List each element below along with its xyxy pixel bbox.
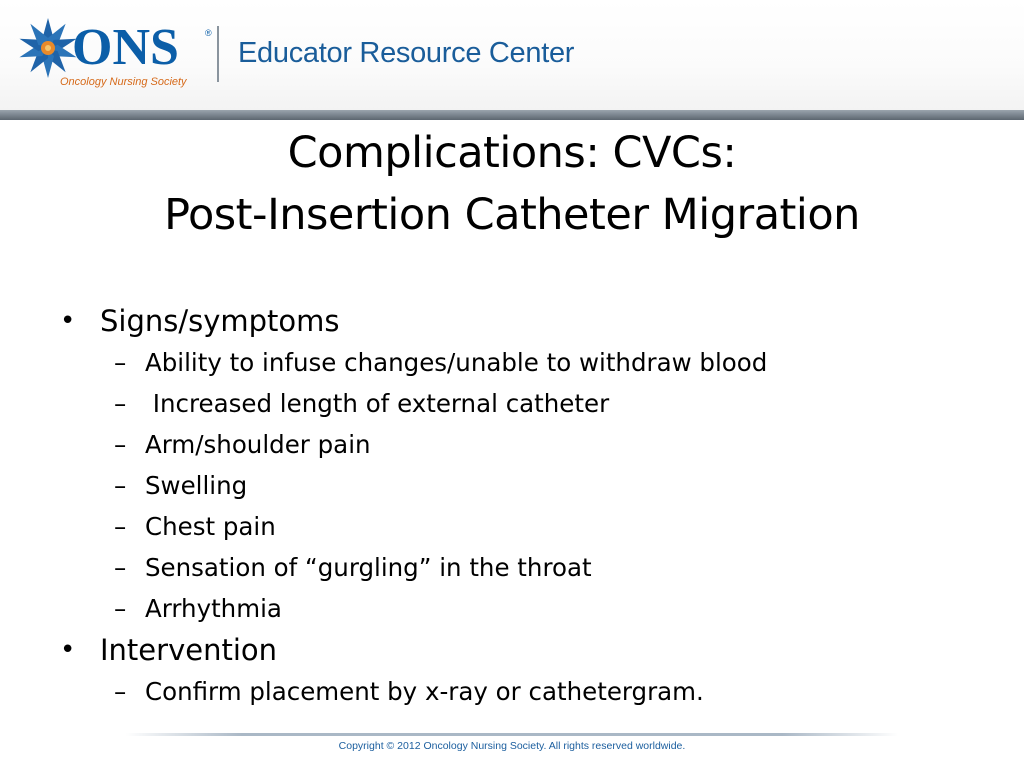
header-band xyxy=(0,0,1024,110)
dash-icon: – xyxy=(114,430,127,459)
subitem-label: Sensation of “gurgling” in the throat xyxy=(145,553,592,582)
footer-rule xyxy=(126,733,898,736)
bullet-label: Signs/symptoms xyxy=(100,304,340,338)
subitem xyxy=(58,424,958,465)
title-line-2: Post-Insertion Catheter Migration xyxy=(164,190,860,240)
subitem xyxy=(58,547,958,588)
subitem-label: Arrhythmia xyxy=(145,594,282,623)
dash-icon: – xyxy=(114,471,127,500)
registered-mark: ® xyxy=(205,28,212,38)
footer-copyright xyxy=(126,740,898,752)
dash-icon: – xyxy=(114,594,127,623)
header-divider xyxy=(217,26,219,82)
subitem-label: Chest pain xyxy=(145,512,276,541)
bullet-dot-icon: • xyxy=(60,635,76,665)
center-title: Educator Resource Center xyxy=(238,37,575,69)
rights-text: All rights reserved worldwide. xyxy=(548,740,686,752)
dash-icon: – xyxy=(114,348,127,377)
subitem xyxy=(58,383,958,424)
subitem xyxy=(58,588,958,629)
bullet-dot-icon: • xyxy=(60,306,76,336)
dash-icon: – xyxy=(114,677,127,706)
logo-wordmark: ONS xyxy=(72,19,179,76)
starburst-logo-icon xyxy=(16,16,80,80)
subitem-label: Swelling xyxy=(145,471,248,500)
subitem-label: Confirm placement by x-ray or cathetergram. xyxy=(145,677,704,706)
copyright-text: Copyright © 2012 Oncology Nursing Society. xyxy=(338,740,547,752)
dash-icon: – xyxy=(114,389,127,418)
bullet-label: Intervention xyxy=(100,633,278,667)
title-line-1: Complications: CVCs: xyxy=(287,128,737,178)
bullet-intervention xyxy=(58,629,958,671)
ons-logo xyxy=(16,14,216,90)
bullet-signs-symptoms xyxy=(58,300,958,342)
subitem xyxy=(58,671,958,712)
slide-title xyxy=(40,122,984,246)
subitem-label: Ability to infuse changes/unable to withdraw blood xyxy=(145,348,768,377)
subitem xyxy=(58,465,958,506)
subitem-label: Arm/shoulder pain xyxy=(145,430,371,459)
subitem-label: Increased length of external catheter xyxy=(145,389,610,418)
slide-content xyxy=(58,300,958,712)
subitem xyxy=(58,342,958,383)
dash-icon: – xyxy=(114,512,127,541)
dash-icon: – xyxy=(114,553,127,582)
header-rule xyxy=(0,110,1024,120)
subitem xyxy=(58,506,958,547)
logo-subtitle: Oncology Nursing Society xyxy=(60,76,187,88)
